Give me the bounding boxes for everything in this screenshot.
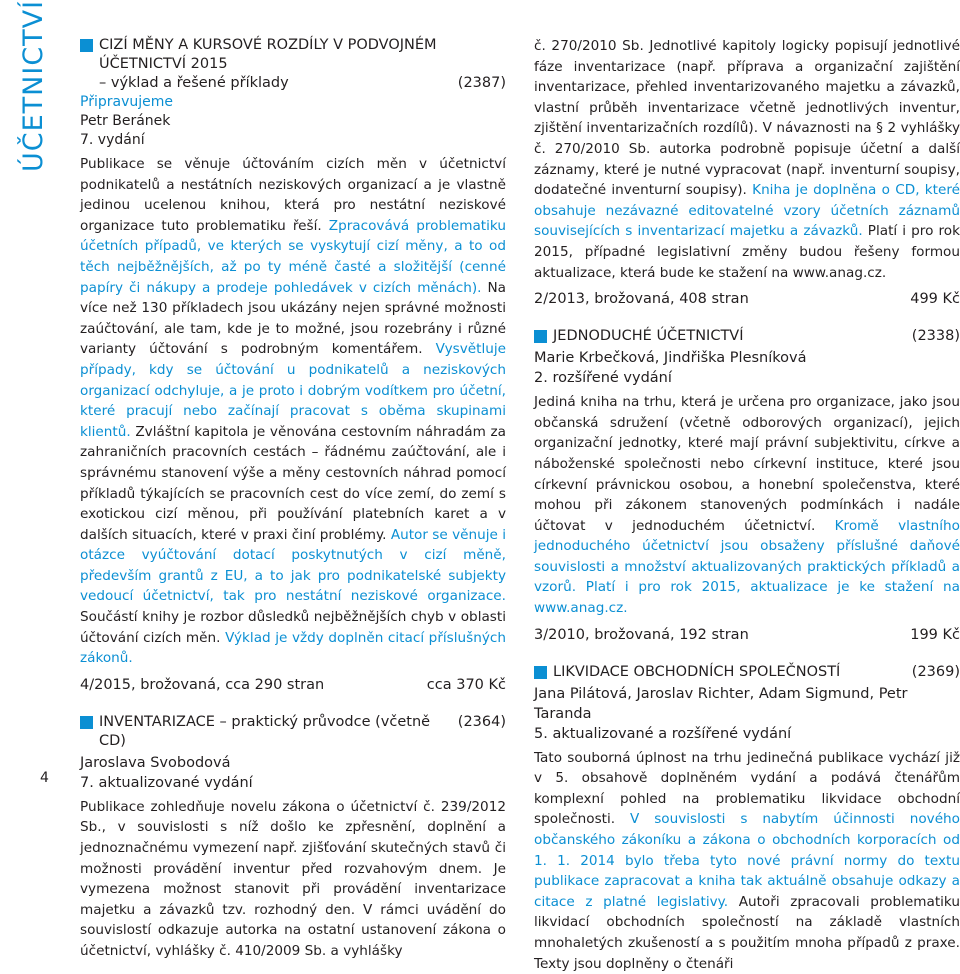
paragraph: č. 270/2010 Sb. Jednotlivé kapitoly logicky popisují jednotlivé fáze inventarizace (např. příprava a organizační zajištění inventarizace, přehled inventarizovaného majetku a závazků, vlastní průběh inventarizace včetně jednotlivých inventur, zjištění inventarizačních rozdílů). V návaznosti na § 2 vyhlášky č. 270/2010 Sb. autorka podrobně popisuje účetní a další záznamy, které je nutné vypracovat (např. inventurní soupisy, dodatečné inventurní soupisy). [534,38,960,199]
entry-heading [534,663,960,682]
entry-code: (2369) [911,663,960,680]
paragraph: Zvláštní kapitola je věnována cestovním náhradám za zahraničních pracovních cestách – řádnému zaúčtování, ale i správnému stanovení výše a měny cestovních náhrad pomocí příkladů týkajících se pracovních cest do více zemí, do zemí s exotickou cizí měnou, při používání platebních karet a v dalších situacích, které v praxi činí problémy. [80,423,507,543]
book-entry-inventarizace-continued [534,36,960,309]
book-entry-cizi-meny [80,36,506,695]
entry-code: (2387) [457,75,506,91]
entry-description [534,748,960,974]
entry-heading [80,36,506,74]
paragraph: Zpracovává problematiku účetních případů, ve kterých se vyskytují cizí měny, a to od těch nejběžnějších, až po ty méně časté a složitější (cenné papíry či nákupy a prodeje pohledávek v cizích měnách). [80,217,506,296]
entry-price: cca 370 Kč [426,676,506,693]
entry-description-continued [534,36,960,283]
square-bullet-icon [534,330,547,343]
paragraph: Tato souborná úplnost na trhu jedinečná publikace vychází již v 5. obsahově doplněném vydání a podává čtenářům komplexní pohled na problematiku likvidace obchodní společnosti. [534,749,960,828]
paragraph: Kromě vlastního jednoduchého účetnictví jsou obsaženy příslušné daňové souvislosti a množství aktualizovaných praktických příkladů a vzorů. Platí i pro rok 2015, aktualizace je ke stažení na www.anag.cz. [534,517,960,617]
entry-author: Jana Pilátová, Jaroslav Richter, Adam Sigmund, Petr Taranda [534,685,908,722]
side-band [0,0,64,799]
entry-description [534,392,960,619]
entry-edition: 5. aktualizované a rozšířené vydání [534,725,792,742]
paragraph: Vysvětluje případy, kdy se účtování u podnikatelů a neziskových organizací odchyluje, a je proto i dobrým vodítkem pro účetní, které pracují nebo začínají pracovat s oběma skupinami klientů. [80,341,506,440]
paragraph: Na více než 130 příkladech jsou ukázány nejen správné možnosti zaúčtování, ale tam, kde je to možné, jsou rozebrány i různé varianty účtování s podrobným komentářem. [80,279,506,358]
paragraph: V souvislosti s nabytím účinnosti nového občanského zákoníku a zákona o obchodních korporacích od 1. 1. 2014 bylo třeba tyto nové právní normy do textu publikace zapracovat a kniha tak aktuálně obsahuje odkazy a citace z platné legislativy. [534,811,960,910]
entry-meta-row [80,675,506,695]
book-entry-likvidace [534,663,960,974]
book-entry-jednoduche [534,327,960,645]
entry-meta-row [534,289,960,309]
entry-title: INVENTARIZACE – praktický průvodce (včetně CD) [99,713,431,749]
square-bullet-icon [80,39,93,52]
entry-heading [534,327,960,346]
entry-code: (2364) [457,713,506,730]
entry-author: Petr Beránek [80,113,171,129]
entry-edition: 2. rozšířené vydání [534,370,672,387]
paragraph: Jediná kniha na trhu, která je určena pro organizace, jako jsou občanská sdružení (včetně odborových organizací), jejich organizační jednotky, které mají právní subjektivitu, církve a náboženské společnosti nebo církevní instituce, které jsou církevní právnickou osobou, a honební společenstva, které mohou při zákonem stanovených podmínkách i nadále účtovat v jednoduchém účetnictví. [534,394,960,534]
square-bullet-icon [80,716,93,729]
entry-title: JEDNODUCHÉ ÚČETNICTVÍ [553,328,744,345]
entry-edition: 7. vydání [80,132,145,148]
entry-author: Marie Krbečková, Jindřiška Plesníková [534,350,807,367]
entry-subtitle: – výklad a řešené příklady [99,75,289,91]
entry-heading [80,713,506,751]
paragraph: Autoři zpracovali problematiku likvidací obchodních společností na základě vlastních mnohaletých zkušeností a s použitím mnoha případů z praxe. Texty jsou doplněny o čtenáři [534,893,960,972]
entry-edition: 7. aktualizované vydání [80,774,253,791]
book-entry-inventarizace [80,713,506,962]
right-column [534,36,960,974]
entry-subtitle-row [80,74,506,93]
entry-meta: 4/2015, brožovaná, cca 290 stran [80,676,325,693]
entry-status: Připravujeme [80,94,173,110]
entry-description: Publikace zohledňuje novelu zákona o účetnictví č. 239/2012 Sb., v souvislosti s níž došlo ke zpřesnění, doplnění a jednoznačnému vymezení např. zjišťování skutečných stavů či možnosti provádění inventur před rozvahovým dnem. Je vymezena možnost stanovit při provádění inventarizace majetku a závazků tzv. rozhodný den. V rámci uvádění do souvislostí odkazuje autorka na ostatní ustanovení zákona o účetnictví, vyhlášky č. 410/2009 Sb. a vyhlášky [80,798,506,959]
entry-price: 199 Kč [910,626,960,643]
entry-author: Jaroslava Svobodová [80,754,231,771]
page-number: 4 [40,770,49,786]
paragraph: Součástí knihy je rozbor důsledků nejběžnějších chyb v oblasti účtování cizích měn. [80,609,506,646]
entry-meta: 2/2013, brožovaná, 408 stran [534,291,749,308]
entry-title: LIKVIDACE OBCHODNÍCH SPOLEČNOSTÍ [553,663,841,680]
entry-code: (2338) [911,328,960,345]
paragraph: Platí i pro rok 2015, případné legislativní změny budou řešeny formou aktualizace, která bude ke stažení na www.anag.cz. [534,223,960,281]
section-title: ÚČETNICTVÍ [18,0,49,172]
entry-title: CIZÍ MĚNY A KURSOVÉ ROZDÍLY V PODVOJNÉM ÚČETNICTVÍ 2015 [99,37,437,72]
square-bullet-icon [534,666,547,679]
paragraph: Autor se věnuje i otázce vyúčtování dotací poskytnutých v cizí měně, především grantů z EU, a to jak pro podnikatelské subjekty vedoucí účetnictví, tak pro nestátní neziskové organizace. [80,526,506,605]
entry-price: 499 Kč [910,291,960,308]
left-column [80,36,506,962]
entry-meta: 3/2010, brožovaná, 192 stran [534,626,749,643]
paragraph: Publikace se věnuje účtováním cizích měn v účetnictví podnikatelů a nestátních neziskových organizací a je vlastně jedinou ucelenou knihou, která pro nestátní neziskové organizace tuto problematiku řeší. [80,156,506,234]
paragraph: Výklad je vždy doplněn citací příslušných zákonů. [80,629,506,667]
paragraph: Kniha je doplněna o CD, které obsahuje nezávazné editovatelné vzory účetních záznamů souvisejících s inventarizací majetku a závazků. [534,182,960,240]
entry-meta-row [534,625,960,645]
entry-description [80,154,506,669]
